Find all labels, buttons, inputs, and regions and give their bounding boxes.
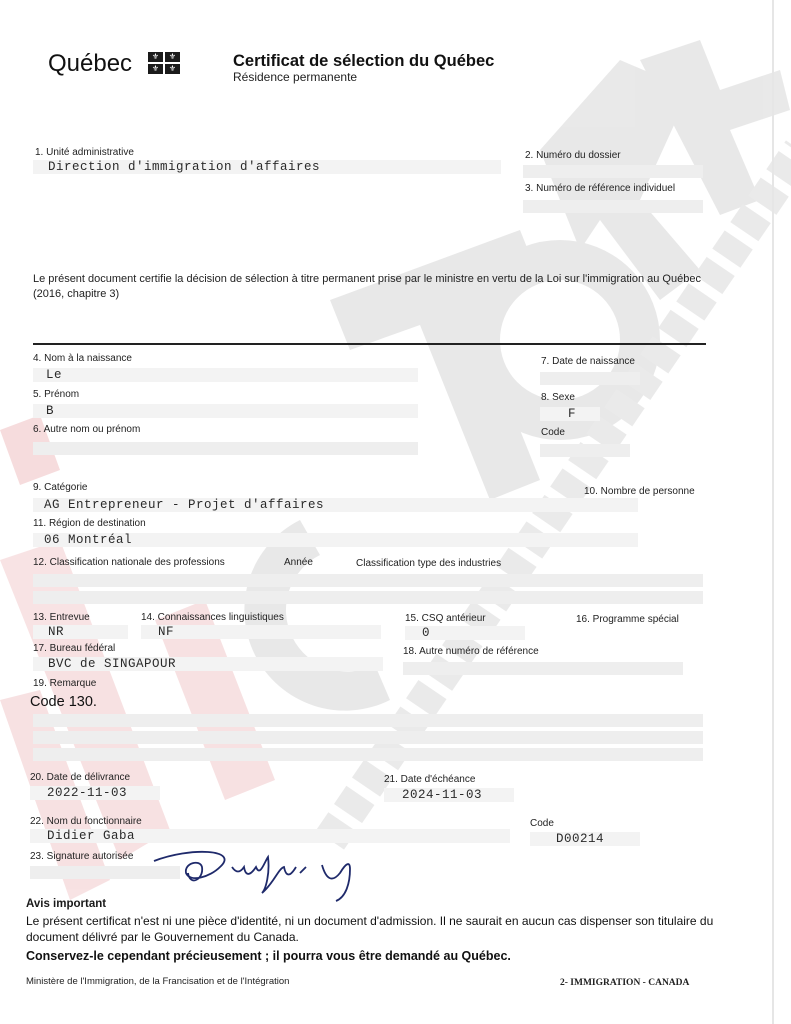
separator-rule xyxy=(33,343,706,345)
value-prenom: B xyxy=(46,404,55,418)
label-autre-nom: 6. Autre nom ou prénom xyxy=(33,424,141,435)
redacted-field xyxy=(540,372,640,385)
label-nom-naissance: 4. Nom à la naissance xyxy=(33,353,132,364)
label-sexe: 8. Sexe xyxy=(541,392,575,403)
avis-text: Le présent certificat n'est ni une pièce d'identité, ni un document d'admission. Il ne saurait en aucun cas dispenser son titulaire du document délivré par le Gouvernement du Canada. xyxy=(26,914,714,944)
value-csq-anterieur: 0 xyxy=(422,626,431,640)
label-bureau-federal: 17. Bureau fédéral xyxy=(33,643,116,654)
field-box xyxy=(141,625,381,639)
avis-title: Avis important xyxy=(26,898,107,910)
label-programme-special: 16. Programme spécial xyxy=(576,614,679,625)
value-date-echeance: 2024-11-03 xyxy=(402,788,483,802)
value-region-destination: 06 Montréal xyxy=(44,533,133,547)
label-csq-anterieur: 15. CSQ antérieur xyxy=(405,613,486,624)
redacted-field xyxy=(523,200,703,213)
redacted-field xyxy=(403,662,683,675)
value-date-delivrance: 2022-11-03 xyxy=(47,786,128,800)
value-entrevue: NR xyxy=(48,625,65,639)
value-remarque: Code 130. xyxy=(30,694,97,710)
label-nombre-personne: 10. Nombre de personne xyxy=(584,486,695,497)
redacted-field xyxy=(33,442,418,455)
label-prenom: 5. Prénom xyxy=(33,389,80,400)
redacted-field xyxy=(33,714,703,727)
label-remarque: 19. Remarque xyxy=(33,678,97,689)
value-unite-administrative: Direction d'immigration d'affaires xyxy=(48,160,321,174)
label-region-destination: 11. Région de destination xyxy=(33,518,146,529)
label-date-echeance: 21. Date d'échéance xyxy=(384,774,476,785)
keep-notice: Conservez-le cependant précieusement ; il pourra vous être demandé au Québec. xyxy=(26,949,511,963)
label-classification-professions: 12. Classification nationale des professions xyxy=(33,557,225,568)
label-categorie: 9. Catégorie xyxy=(33,482,88,493)
redacted-field xyxy=(33,591,703,604)
label-date-naissance: 7. Date de naissance xyxy=(541,356,635,367)
value-nom-naissance: Le xyxy=(46,368,63,382)
redacted-field xyxy=(33,574,703,587)
field-box xyxy=(33,404,418,418)
redacted-field xyxy=(540,444,630,457)
label-autre-numero-reference: 18. Autre numéro de référence xyxy=(403,646,539,657)
label-connaissances-linguistiques: 14. Connaissances linguistiques xyxy=(141,612,284,623)
quebec-logo-text: Québec xyxy=(48,50,133,77)
quebec-flag-icon: ⚜ ⚜ ⚜ ⚜ xyxy=(148,52,182,76)
redacted-field xyxy=(33,731,703,744)
value-connaissances-linguistiques: NF xyxy=(158,625,175,639)
label-signature: 23. Signature autorisée xyxy=(30,851,134,862)
document-title: Certificat de sélection du Québec xyxy=(233,52,495,70)
redacted-field xyxy=(523,165,703,178)
scan-edge xyxy=(772,0,774,1024)
label-entrevue: 13. Entrevue xyxy=(33,612,90,623)
redacted-field xyxy=(33,748,703,761)
label-date-delivrance: 20. Date de délivrance xyxy=(30,772,131,783)
ministry-code: 2- IMMIGRATION - CANADA xyxy=(560,978,690,988)
label-numero-dossier: 2. Numéro du dossier xyxy=(525,150,621,161)
field-box xyxy=(33,368,418,382)
value-bureau-federal: BVC de SINGAPOUR xyxy=(48,657,177,671)
ministry-name: Ministère de l'Immigration, de la Francisation et de l'Intégration xyxy=(26,976,290,987)
value-code-b: D00214 xyxy=(556,832,605,846)
value-categorie: AG Entrepreneur - Projet d'affaires xyxy=(44,498,325,512)
label-nom-fonctionnaire: 22. Nom du fonctionnaire xyxy=(30,816,142,827)
label-code-b: Code xyxy=(530,818,554,829)
handwritten-signature xyxy=(150,843,390,903)
document-subtitle: Résidence permanente xyxy=(233,70,358,84)
label-code-a: Code xyxy=(541,427,565,438)
label-annee: Année xyxy=(284,557,313,568)
value-nom-fonctionnaire: Didier Gaba xyxy=(47,829,136,843)
label-classification-industries: Classification type des industries xyxy=(356,558,502,569)
label-numero-reference: 3. Numéro de référence individuel xyxy=(525,183,676,194)
label-unite-administrative: 1. Unité administrative xyxy=(35,147,134,158)
value-sexe: F xyxy=(568,407,577,421)
certification-statement: Le présent document certifie la décision de sélection à titre permanent prise par le ministre en vertu de la Loi sur l'immigration au Québec (2016, chapitre 3) xyxy=(33,273,701,300)
